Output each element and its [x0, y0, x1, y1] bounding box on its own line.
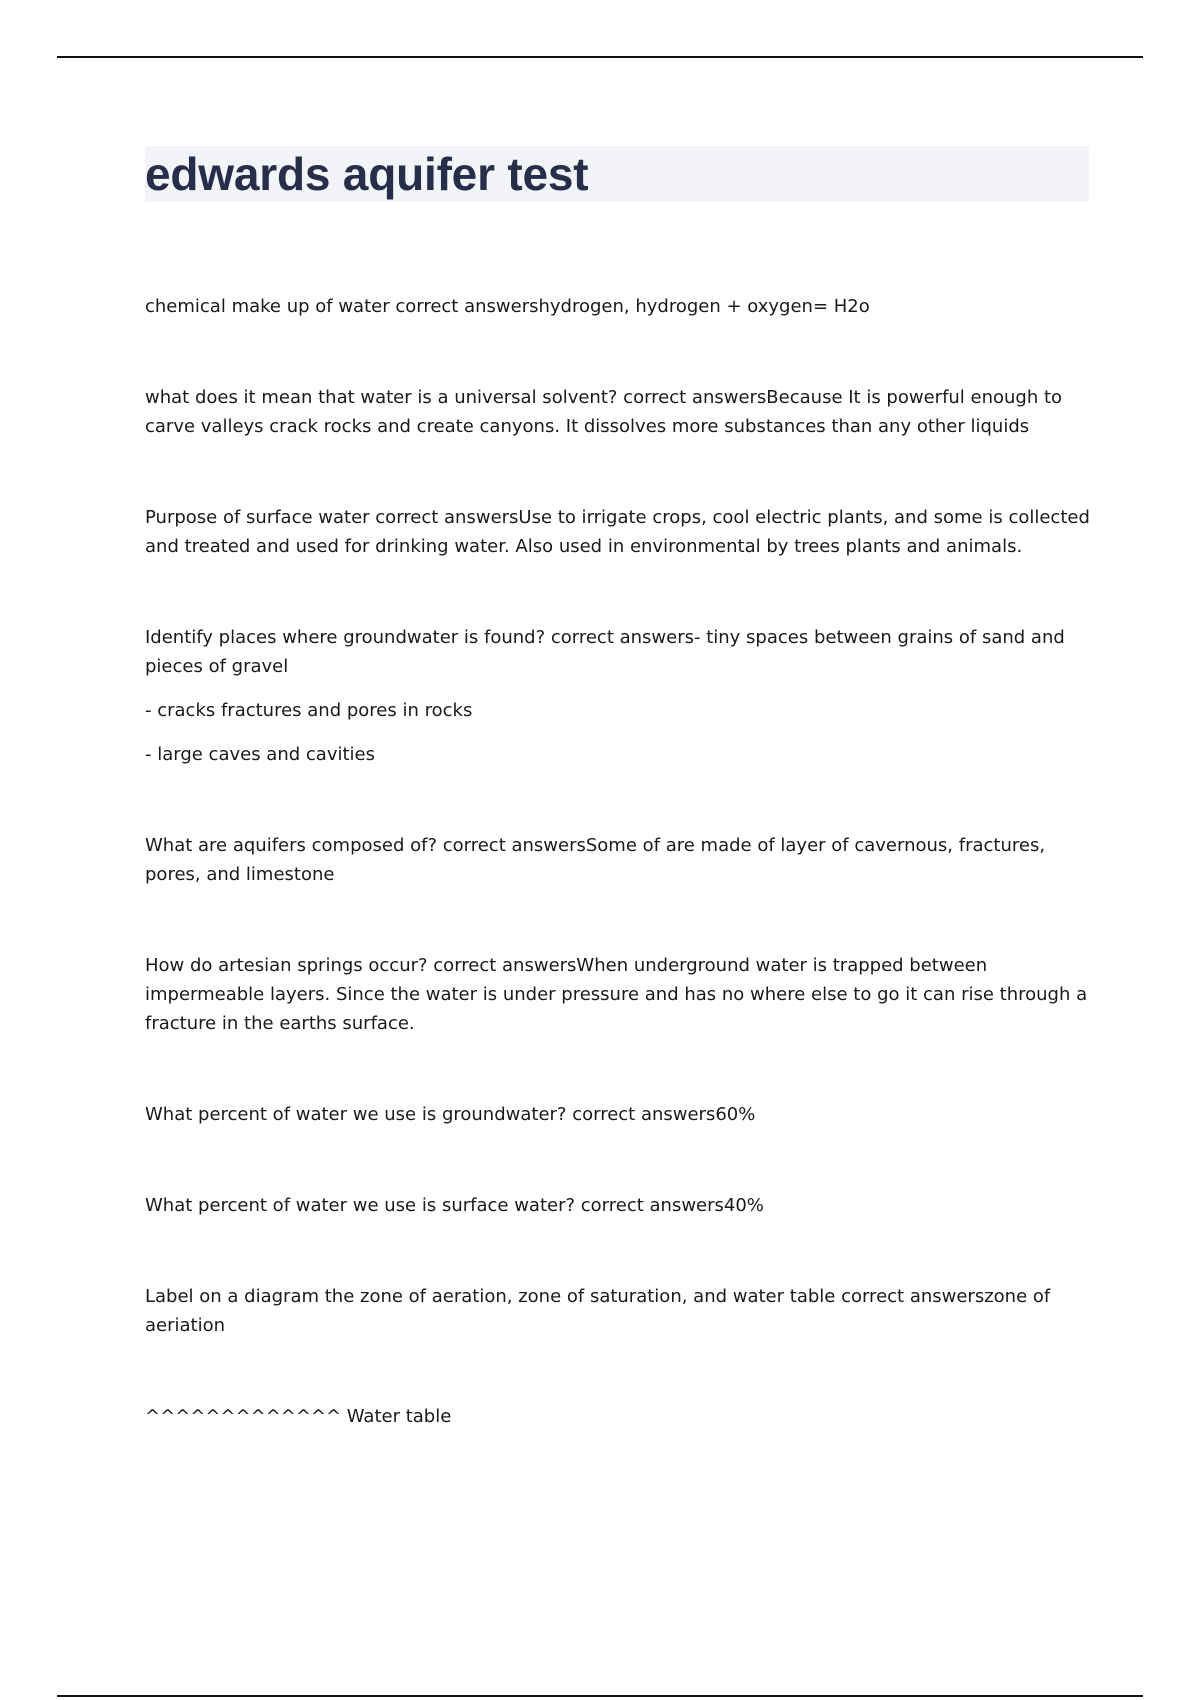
qa-entry — [145, 623, 1090, 769]
qa-text: What are aquifers composed of? correct answersSome of are made of layer of cavernous, fractures, pores, and limestone — [145, 835, 1046, 885]
document-body — [145, 292, 1090, 1431]
qa-entry — [145, 1282, 1090, 1340]
qa-text: Purpose of surface water correct answersUse to irrigate crops, cool electric plants, and some is collected and treated and used for drinking water. Also used in environmental by trees plants and animals. — [145, 507, 1090, 557]
page-title: edwards aquifer test — [145, 148, 589, 200]
top-rule — [57, 56, 1143, 58]
bottom-rule — [57, 1695, 1143, 1697]
qa-entry — [145, 831, 1090, 889]
qa-subitem: - large caves and cavities — [145, 744, 375, 765]
qa-text: What percent of water we use is surface water? correct answers40% — [145, 1195, 764, 1216]
qa-entry — [145, 503, 1090, 561]
qa-entry — [145, 1402, 1090, 1431]
qa-entry — [145, 951, 1090, 1038]
qa-entry — [145, 1100, 1090, 1129]
qa-text: Label on a diagram the zone of aeration, zone of saturation, and water table correct answerszone of aeriation — [145, 1286, 1051, 1336]
qa-entry — [145, 292, 1090, 321]
qa-text: Identify places where groundwater is found? correct answers- tiny spaces between grains of sand and pieces of gravel — [145, 627, 1065, 677]
qa-entry — [145, 1191, 1090, 1220]
qa-subitem: - cracks fractures and pores in rocks — [145, 700, 473, 721]
qa-text: ^^^^^^^^^^^^^ Water table — [145, 1406, 452, 1427]
qa-text: How do artesian springs occur? correct answersWhen underground water is trapped between impermeable layers. Since the water is under pressure and has no where else to go it can rise through a fracture in the earths surface. — [145, 955, 1088, 1034]
qa-text: What percent of water we use is groundwater? correct answers60% — [145, 1104, 756, 1125]
qa-text: chemical make up of water correct answershydrogen, hydrogen + oxygen= H2o — [145, 296, 870, 317]
qa-text: what does it mean that water is a universal solvent? correct answersBecause It is powerful enough to carve valleys crack rocks and create canyons. It dissolves more substances than any other liquids — [145, 387, 1063, 437]
qa-entry — [145, 383, 1090, 441]
